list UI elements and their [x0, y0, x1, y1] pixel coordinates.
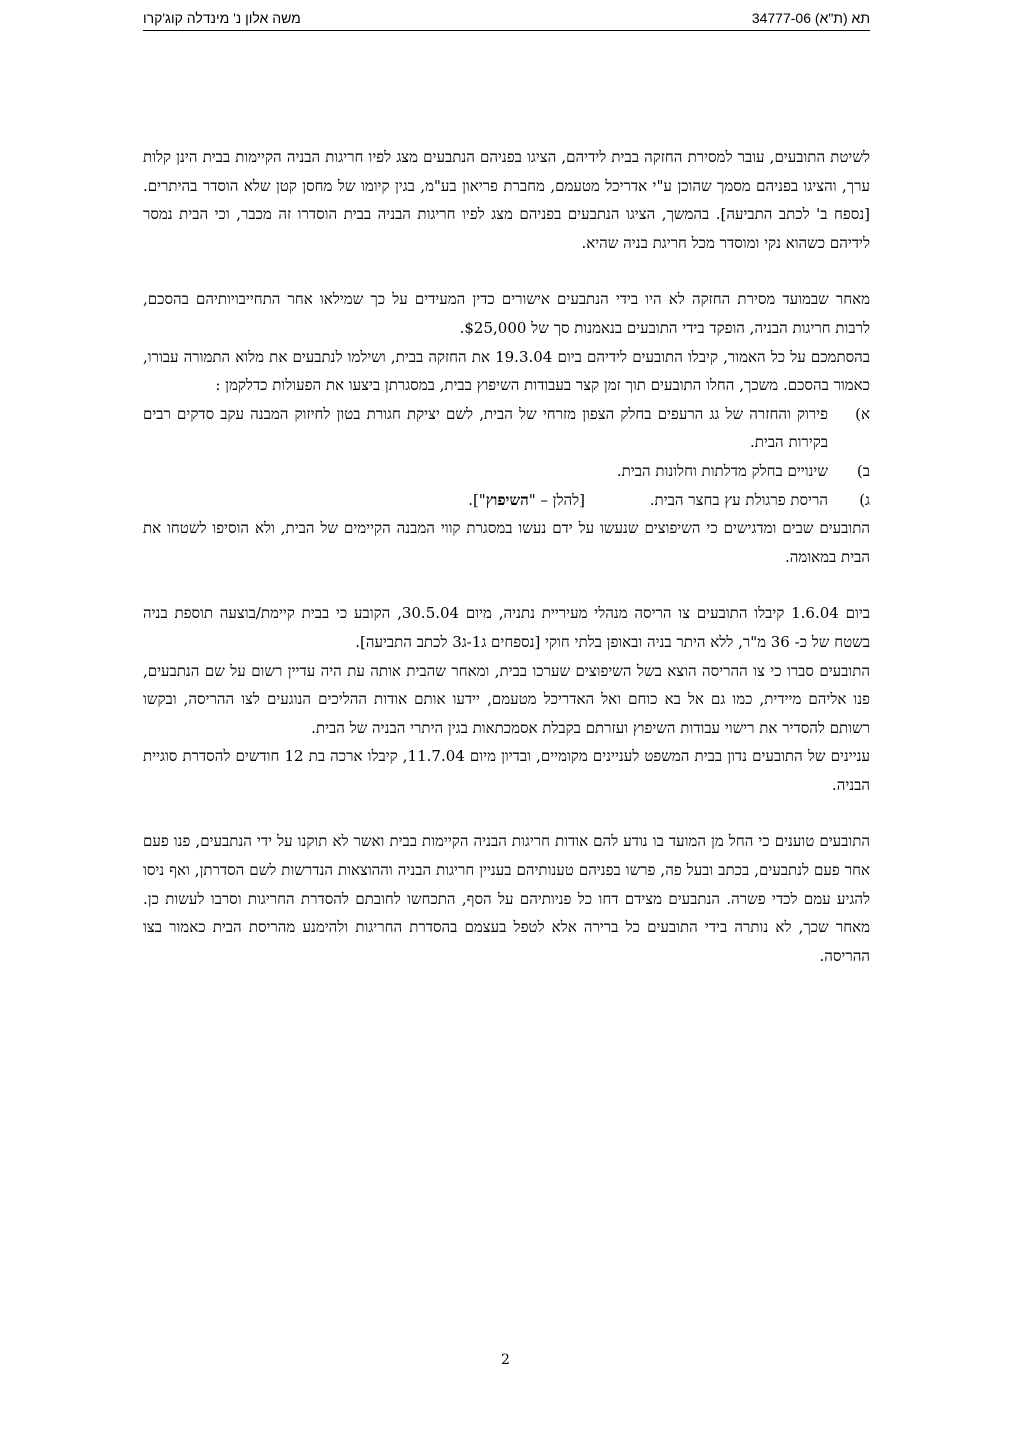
list-marker: ג) [859, 490, 870, 509]
paragraph-spacer [143, 257, 870, 285]
paragraph-3: בהסתמכם על כל האמור, קיבלו התובעים לידיהם ביום 19.3.04 את החזקה בבית, ושילמו לנתבעים את מלוא התמורה עבורו, כאמור בהסכם. משכך, החלו התובעים תוך זמן קצר בעבודות השיפוץ בבית, במסגרתן ביצעו את הפעולות כדלקמן : [143, 347, 870, 395]
case-parties: משה אלון נ' מינדלה קוג'קרו [143, 10, 301, 26]
paragraph-spacer [143, 799, 870, 827]
list-marker: ב) [856, 461, 870, 480]
list-marker: א) [855, 404, 870, 423]
definition-suffix: "]. [468, 490, 486, 509]
defined-term: השיפוץ [485, 490, 529, 509]
document-body [143, 143, 870, 970]
case-number: תא (ת"א) 34777-06 [751, 10, 870, 26]
definition-prefix: [להלן – " [528, 490, 585, 509]
list-item-text: פירוק והחזרה של גג הרעפים בחלק הצפון מזרחי של הבית, לשם יציקת חגורת בטון לחיזוק המבנה עקב סדקים רבים בקירות הבית. [143, 404, 828, 452]
paragraph-1: לשיטת התובעים, עובר למסירת החזקה בבית לידיהם, הציגו בפניהם הנתבעים מצג לפיו חריגות הבניה הקיימות בבית הינן קלות ערך, והציגו בפניהם מסמך שהוכן ע"י אדריכל מטעמם, מחברת פריאון בע"מ, בגין קיומו של מחסן קטן שלא הוסדר בהיתרים. [נספח ב' לכתב התביעה]. בהמשך, הציגו הנתבעים בפניהם מצג לפיו חריגות הבניה בבית הוסדרו זה מכבר, וכי הבית נמסר לידיהם כשהוא נקי ומוסדר מכל חריגת בניה שהיא. [143, 148, 870, 252]
paragraph-2: מאחר שבמועד מסירת החזקה לא היו בידי הנתבעים אישורים כדין המעידים על כך שמילאו אחר התחייבויותיהם בהסכם, לרבות חריגות הבניה, הופקד בידי התובעים בנאמנות סך של $25,000. [143, 290, 870, 337]
page-number: 2 [501, 1352, 510, 1368]
paragraph-8: התובעים טוענים כי החל מן המועד בו נודע להם אודות חריגות הבניה הקיימות בבית ואשר לא תוקנו על ידי הנתבעים, פנו פעם אחר פעם לנתבעים, בכתב ובעל פה, פרשו בפניהם טענותיהם בעניין חריגות הבניה וההוצאות הנדרשות לשם הסדרתן, ואף ניסו להגיע עמם לכדי פשרה. הנתבעים מצידם דחו כל פניותיהם על הסף, התכחשו לחובתם להסדרת החריגות וסרבו לעשות כן. מאחר שכך, לא נותרה בידי התובעים כל ברירה אלא לטפל בעצמם בהסדרת החריגות ולהימנע מהריסת הבית כאמור בצו ההריסה. [143, 832, 870, 965]
paragraph-6: התובעים סברו כי צו ההריסה הוצא בשל השיפוצים שערכו בבית, ומאחר שהבית אותה עת היה עדיין רשום על שם הנתבעים, פנו אליהם מיידית, כמו גם אל בא כוחם ואל האדריכל מטעמם, יידעו אותם אודות ההליכים הנוגעים לצו ההריסה, ובקשו רשותם להסדיר את רישוי עבודות השיפוץ ועזרתם בקבלת אסמכתאות בגין היתרי הבניה של הבית. [143, 661, 870, 737]
definition-note [468, 486, 585, 515]
list-item [143, 400, 870, 457]
list-item-text: שינויים בחלק מדלתות וחלונות הבית. [616, 461, 828, 480]
list-item-text: הריסת פרגולת עץ בחצר הבית. [649, 490, 828, 509]
list-item [143, 486, 870, 515]
list-item [143, 457, 870, 486]
paragraph-5: ביום 1.6.04 קיבלו התובעים צו הריסה מנהלי מעיריית נתניה, מיום 30.5.04, הקובע כי בבית קיימת/בוצעה תוספת בניה בשטח של כ- 36 מ"ר, ללא היתר בניה ובאופן בלתי חוקי [נספחים ג1-ג3 לכתב התביעה]. [143, 604, 870, 651]
paragraph-7: עניינים של התובעים נדון בבית המשפט לעניינים מקומיים, ובדיון מיום 11.7.04, קיבלו ארכה בת 12 חודשים להסדרת סוגיית הבניה. [143, 747, 870, 794]
paragraph-spacer [143, 571, 870, 599]
paragraph-4: התובעים שבים ומדגישים כי השיפוצים שנעשו על ידם נעשו במסגרת קווי המבנה הקיימים של הבית, ולא הוסיפו לשטחו את הבית במאומה. [143, 519, 870, 566]
page-header [143, 8, 870, 31]
